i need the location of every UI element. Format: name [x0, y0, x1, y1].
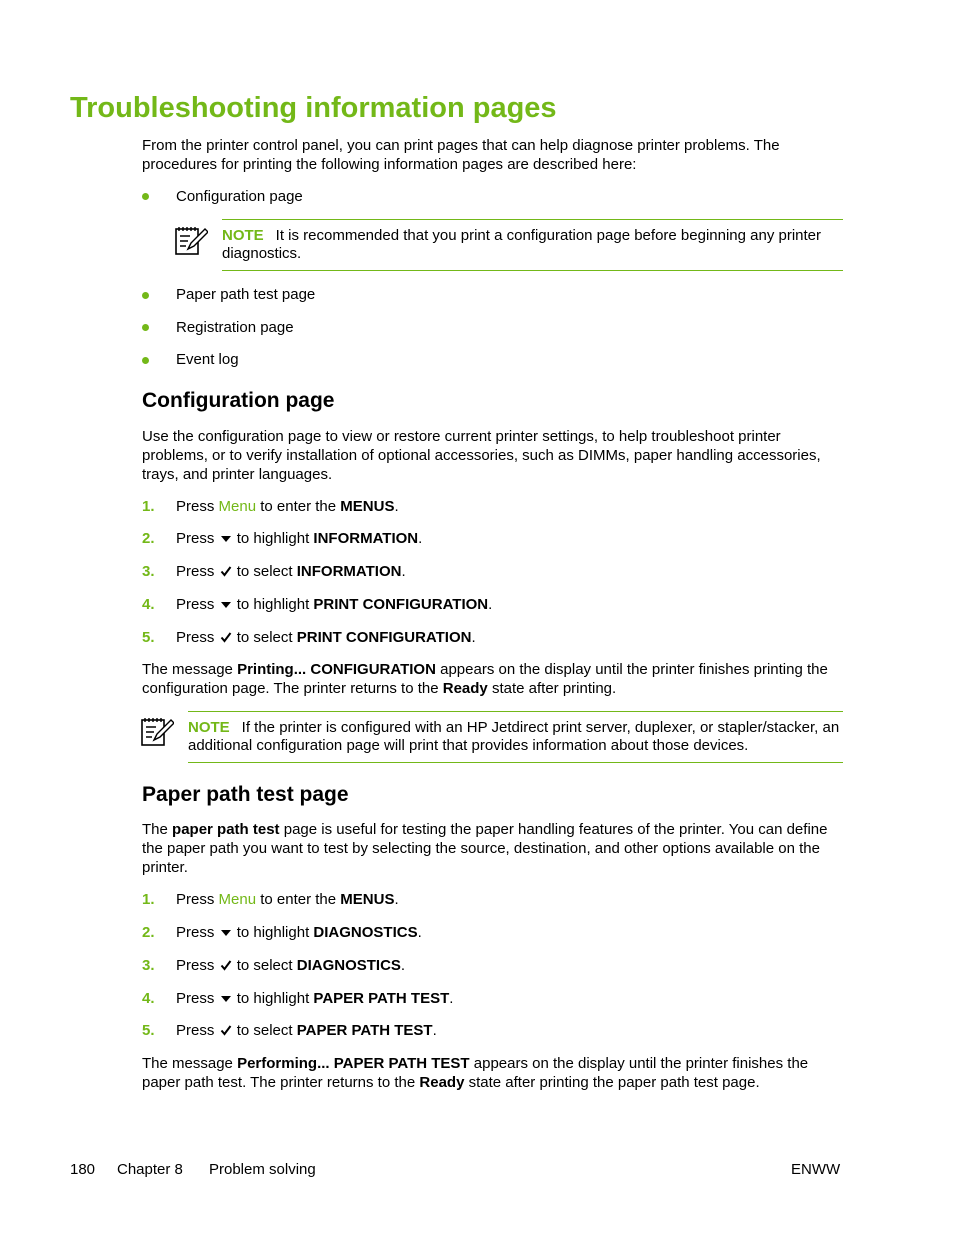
note-top-rule: [222, 219, 843, 220]
down-arrow-icon: [221, 536, 231, 542]
paper-step-2: Press to highlight DIAGNOSTICS.: [176, 924, 422, 941]
menu-key: Menu: [218, 498, 257, 515]
config-step-4: Press to highlight PRINT CONFIGURATION.: [176, 596, 493, 613]
step-number: 5.: [142, 1022, 155, 1039]
note-bottom-rule: [188, 762, 843, 763]
step-number: 1.: [142, 891, 155, 908]
configuration-page-heading: Configuration page: [142, 389, 335, 412]
paper-step-5: Press to select PAPER PATH TEST.: [176, 1022, 437, 1039]
paper-step-3: Press to select DIAGNOSTICS.: [176, 957, 406, 974]
config-step-2: Press to highlight INFORMATION.: [176, 530, 423, 547]
note-icon: [140, 714, 174, 748]
checkmark-icon: [220, 1024, 232, 1036]
down-arrow-icon: [221, 996, 231, 1002]
note-2-text: If the printer is configured with an HP Jetdirect print server, duplexer, or stapler/stacker, an additional configuration page will print that provides information about those devices.: [188, 719, 840, 754]
intro-paragraph: From the printer control panel, you can print pages that can help diagnose printer problems. The procedures for printing the following information pages are described here:: [142, 137, 780, 173]
step-number: 4.: [142, 990, 155, 1007]
config-step-5: Press to select PRINT CONFIGURATION.: [176, 629, 476, 646]
footer-right: ENWW: [791, 1161, 841, 1178]
bullet-dot: [142, 357, 149, 364]
paper-path-heading: Paper path test page: [142, 783, 349, 806]
footer-section: Problem solving: [209, 1161, 316, 1178]
menu-key: Menu: [218, 891, 257, 908]
step-number: 1.: [142, 498, 155, 515]
footer-page-number: 180: [70, 1161, 96, 1178]
note-bottom-rule: [222, 270, 843, 271]
configuration-intro: Use the configuration page to view or restore current printer settings, to help troubleshoot printer problems, or to verify installation of optional accessories, such as DIMMs, paper handling accessories, trays, and printer languages.: [142, 428, 821, 483]
bullet-paper-path-test-page: Paper path test page: [176, 286, 316, 303]
note-icon: [174, 223, 208, 257]
step-number: 4.: [142, 596, 155, 613]
paper-step-1: Press Menu to enter the MENUS.: [176, 891, 399, 908]
bullet-dot: [142, 193, 149, 200]
page-title: Troubleshooting information pages: [70, 92, 557, 124]
checkmark-icon: [220, 565, 232, 577]
bullet-dot: [142, 292, 149, 299]
paper-step-4: Press to highlight PAPER PATH TEST.: [176, 990, 454, 1007]
paper-path-intro: The paper path test page is useful for testing the paper handling features of the printer. You can define the paper path you want to test by selecting the source, destination, and other options available on the printer.: [142, 821, 828, 876]
step-number: 5.: [142, 629, 155, 646]
step-number: 2.: [142, 530, 155, 547]
checkmark-icon: [220, 959, 232, 971]
bullet-configuration-page: Configuration page: [176, 188, 303, 205]
bullet-registration-page: Registration page: [176, 319, 294, 336]
note-label: NOTE: [222, 227, 264, 244]
configuration-message: The message Printing... CONFIGURATION appears on the display until the printer finishes printing the configuration page. The printer returns to the Ready state after printing.: [142, 661, 828, 697]
step-number: 2.: [142, 924, 155, 941]
bullet-event-log: Event log: [176, 351, 239, 368]
footer-chapter: Chapter 8: [117, 1161, 183, 1178]
down-arrow-icon: [221, 602, 231, 608]
note-2: [188, 719, 844, 755]
step-number: 3.: [142, 957, 155, 974]
checkmark-icon: [220, 631, 232, 643]
config-step-1: Press Menu to enter the MENUS.: [176, 498, 399, 515]
down-arrow-icon: [221, 930, 231, 936]
step-number: 3.: [142, 563, 155, 580]
note-1-text: It is recommended that you print a configuration page before beginning any printer diagnostics.: [222, 227, 822, 262]
config-step-3: Press to select INFORMATION.: [176, 563, 406, 580]
note-top-rule: [188, 711, 843, 712]
note-label: NOTE: [188, 719, 230, 736]
note-1: [222, 227, 844, 263]
bullet-dot: [142, 324, 149, 331]
paper-path-message: The message Performing... PAPER PATH TEST appears on the display until the printer finishes the paper path test. The printer returns to the Ready state after printing the paper path test page.: [142, 1055, 809, 1091]
